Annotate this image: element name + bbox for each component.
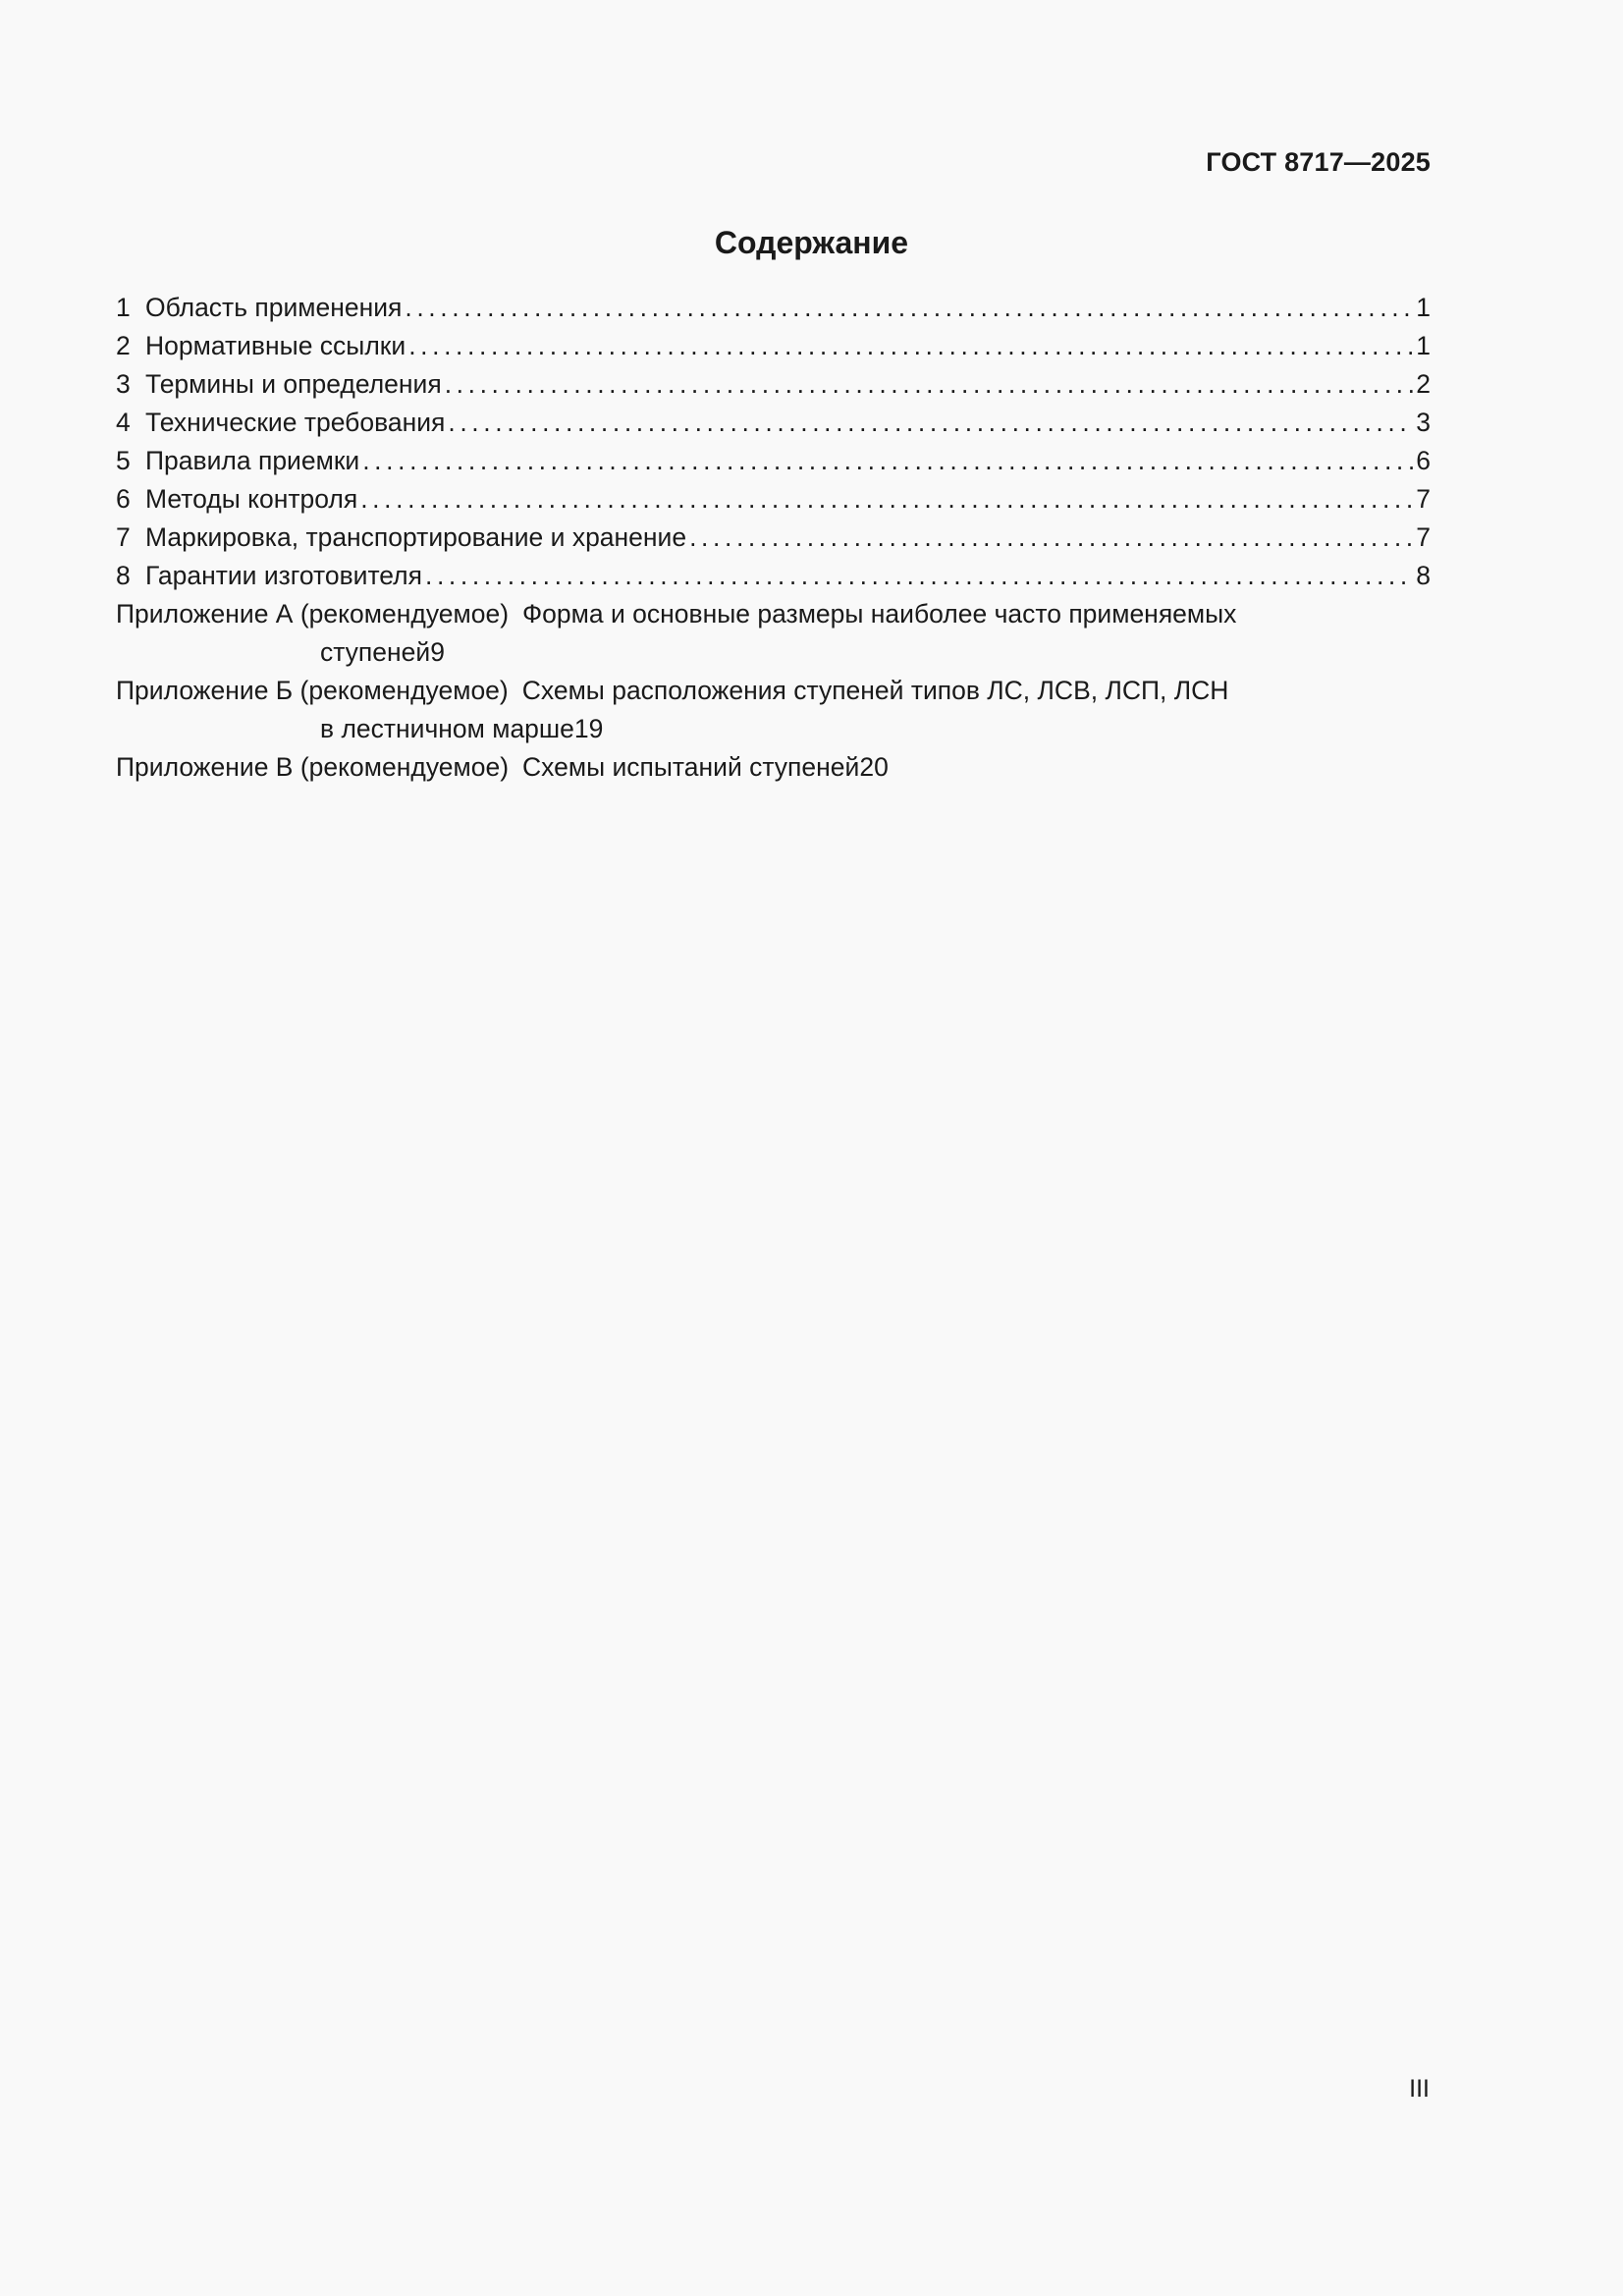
toc-appendix-b[interactable] [116,672,1431,748]
toc-appendix-a[interactable] [116,595,1431,672]
appendix-title-line1: Схемы испытаний ступеней [522,752,860,782]
toc-leader-dots [445,365,1414,404]
toc-leader-dots [408,327,1413,365]
toc-entry-page: 7 [1416,484,1431,514]
appendix-title-line2: в лестничном марше [320,714,574,743]
appendix-prefix: Приложение А (рекомендуемое) [116,599,510,629]
toc-entry-7[interactable] [116,519,1431,557]
toc-title: Содержание [714,225,909,260]
toc-entry-page: 6 [1416,446,1431,475]
toc-entry-1[interactable] [116,289,1431,327]
appendix-prefix: Приложение В (рекомендуемое) [116,752,510,782]
toc-entry-page: 1 [1416,293,1431,322]
toc-entry-2[interactable] [116,327,1431,365]
toc-entry-label: Гарантии изготовителя [145,561,422,590]
toc-entry-label: Нормативные ссылки [145,331,406,360]
toc-entry-8[interactable] [116,557,1431,595]
toc-entry-6[interactable] [116,480,1431,519]
toc-entry-number: 7 [116,522,131,552]
toc-entry-page: 20 [859,752,889,782]
appendix-title-line2: ступеней [320,637,431,667]
appendix-prefix: Приложение Б (рекомендуемое) [116,676,509,705]
toc-entry-page: 1 [1416,331,1431,360]
toc-entry-number: 3 [116,369,131,399]
toc-leader-dots [448,404,1413,442]
table-of-contents [116,289,1431,787]
toc-entry-page: 9 [430,637,445,667]
toc-entry-page: 7 [1416,522,1431,552]
toc-entry-number: 6 [116,484,131,514]
toc-entry-number: 2 [116,331,131,360]
toc-entry-number: 5 [116,446,131,475]
toc-leader-dots [362,442,1413,480]
toc-entry-number: 1 [116,293,131,322]
toc-entry-label: Область применения [145,293,403,322]
toc-entry-label: Технические требования [145,408,446,437]
toc-leader-dots [405,289,1413,327]
toc-entry-label: Маркировка, транспортирование и хранение [145,522,687,552]
page-number: III [1409,2075,1430,2103]
toc-leader-dots [425,557,1413,595]
appendix-title-line1: Форма и основные размеры наиболее часто применяемых [522,599,1237,629]
toc-entry-label: Правила приемки [145,446,360,475]
toc-entry-page: 3 [1416,408,1431,437]
toc-entry-number: 4 [116,408,131,437]
toc-entry-page: 19 [573,714,604,743]
toc-entry-5[interactable] [116,442,1431,480]
toc-appendix-v[interactable] [116,748,1431,787]
toc-entry-page: 2 [1416,369,1431,399]
toc-entry-4[interactable] [116,404,1431,442]
toc-entry-label: Методы контроля [145,484,358,514]
appendix-title-line1: Схемы расположения ступеней типов ЛС, ЛСВ, ЛСП, ЛСН [521,676,1229,705]
toc-entry-label: Термины и определения [145,369,442,399]
toc-leader-dots [360,480,1413,519]
toc-entry-3[interactable] [116,365,1431,404]
toc-entry-number: 8 [116,561,131,590]
standard-code: ГОСТ 8717—2025 [1206,147,1431,177]
toc-entry-page: 8 [1416,561,1431,590]
toc-leader-dots [689,519,1413,557]
